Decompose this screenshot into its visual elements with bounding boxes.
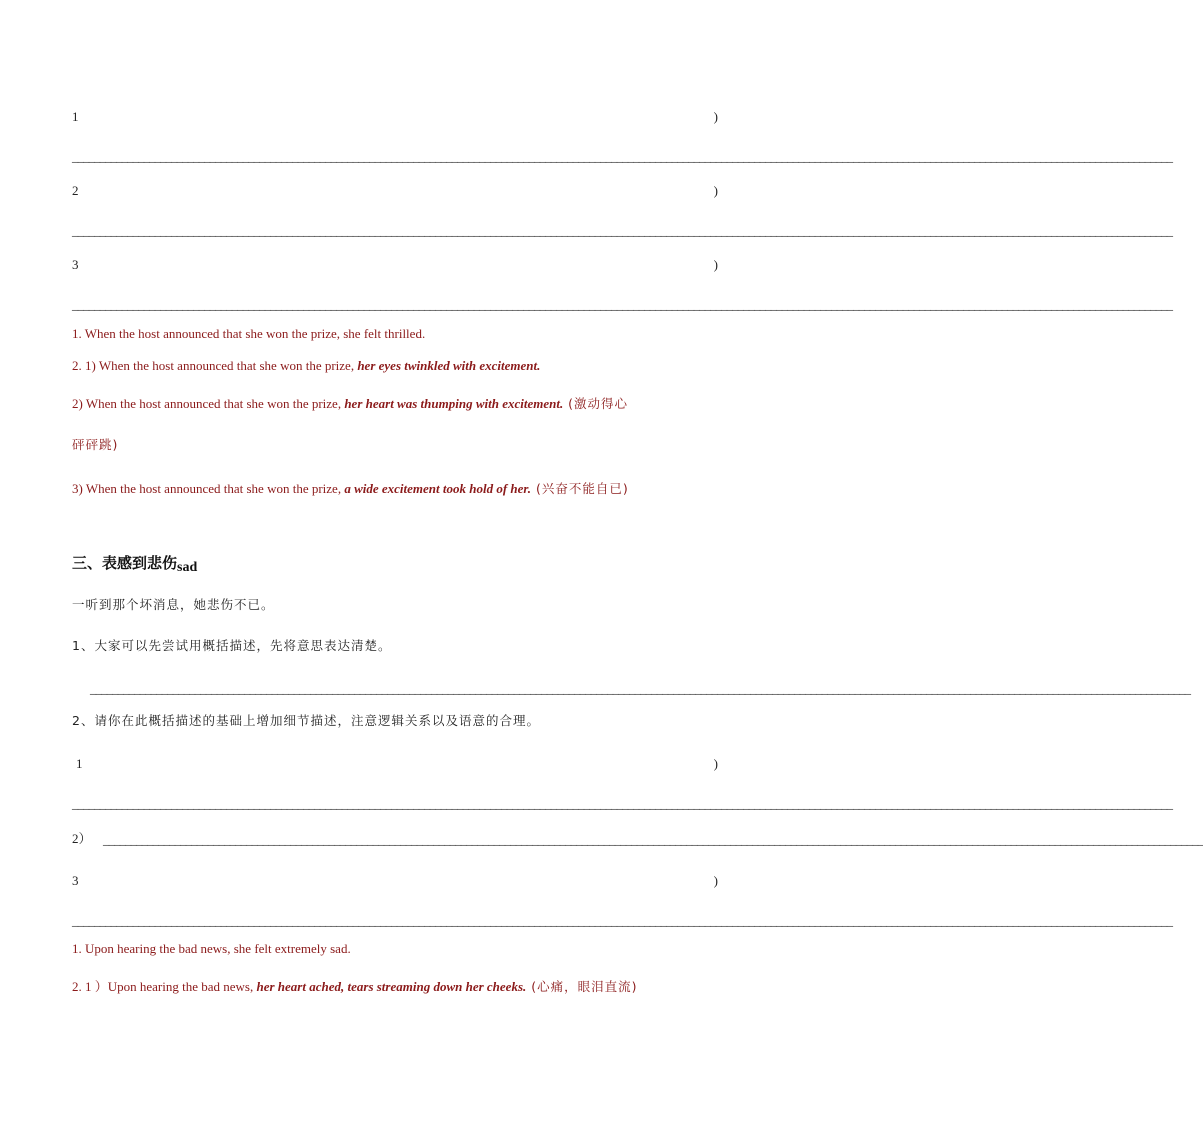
section-prompt: 一听到那个坏消息，她悲伤不已。 [72,597,275,612]
answer-line[interactable]: ________________________________________________________________________________________________________________________________________________________________________________________________________ [72,223,1172,238]
answer-line[interactable]: ________________________________________________________________________________________________________________________________________________________________________________________________________ [72,913,1172,928]
row-close: ) [713,183,718,198]
blank-row-2 [72,182,718,200]
row-number: 1 [72,109,79,124]
answer-detail-1: 2. 1 ）Upon hearing the bad news, her heart ached, tears streaming down her cheeks. (心痛，眼泪直流) [72,979,638,994]
row-close: ) [713,873,718,888]
answer-general: 1. Upon hearing the bad news, she felt extremely sad. [72,941,351,956]
answer-line[interactable]: ________________________________________________________________________________________________________________________________________________________________________________________________________ [72,149,1172,164]
row-number: 2） [72,831,92,846]
answer-line[interactable]: ________________________________________________________________________________________________________________________________________________________________________________________________________ [72,297,1172,312]
row-number: 3 [72,257,79,272]
blank-row-3 [72,872,718,890]
answer-detail-2-cont: 砰砰跳) [72,437,119,452]
answer-detail-2: 2) When the host announced that she won the prize, her heart was thumping with excitement. (激动得心 [72,396,629,411]
row-close: ) [713,109,718,124]
row-number: 1 [76,756,83,771]
answer-general: 1. When the host announced that she won the prize, she felt thrilled. [72,326,426,341]
answer-detail-3: 3) When the host announced that she won the prize, a wide excitement took hold of her. (兴奋不能自已) [72,481,629,496]
blank-row-1 [76,755,718,773]
answer-detail-1: 2. 1) When the host announced that she won the prize, her eyes twinkled with excitement. [72,358,541,373]
task-1-instruction: 1、大家可以先尝试用概括描述，先将意思表达清楚。 [72,638,392,653]
answer-line[interactable]: ________________________________________________________________________________________________________________________________________________________________________________________________________ [90,681,1190,696]
answer-line[interactable]: ________________________________________________________________________________________________________________________________________________________________________________________________________ [72,796,1172,811]
task-2-instruction: 2、请你在此概括描述的基础上增加细节描述，注意逻辑关系以及语意的合理。 [72,713,540,728]
row-close: ) [713,257,718,272]
blank-row-1 [72,108,718,126]
blank-row-3 [72,256,718,274]
row-close: ) [713,756,718,771]
row-number: 3 [72,873,79,888]
row-number: 2 [72,183,79,198]
section-heading: 三、表感到悲伤sad [72,554,198,575]
answer-line[interactable]: ________________________________________________________________________________________________________________________________________________________________________________________________________ [103,832,1203,847]
